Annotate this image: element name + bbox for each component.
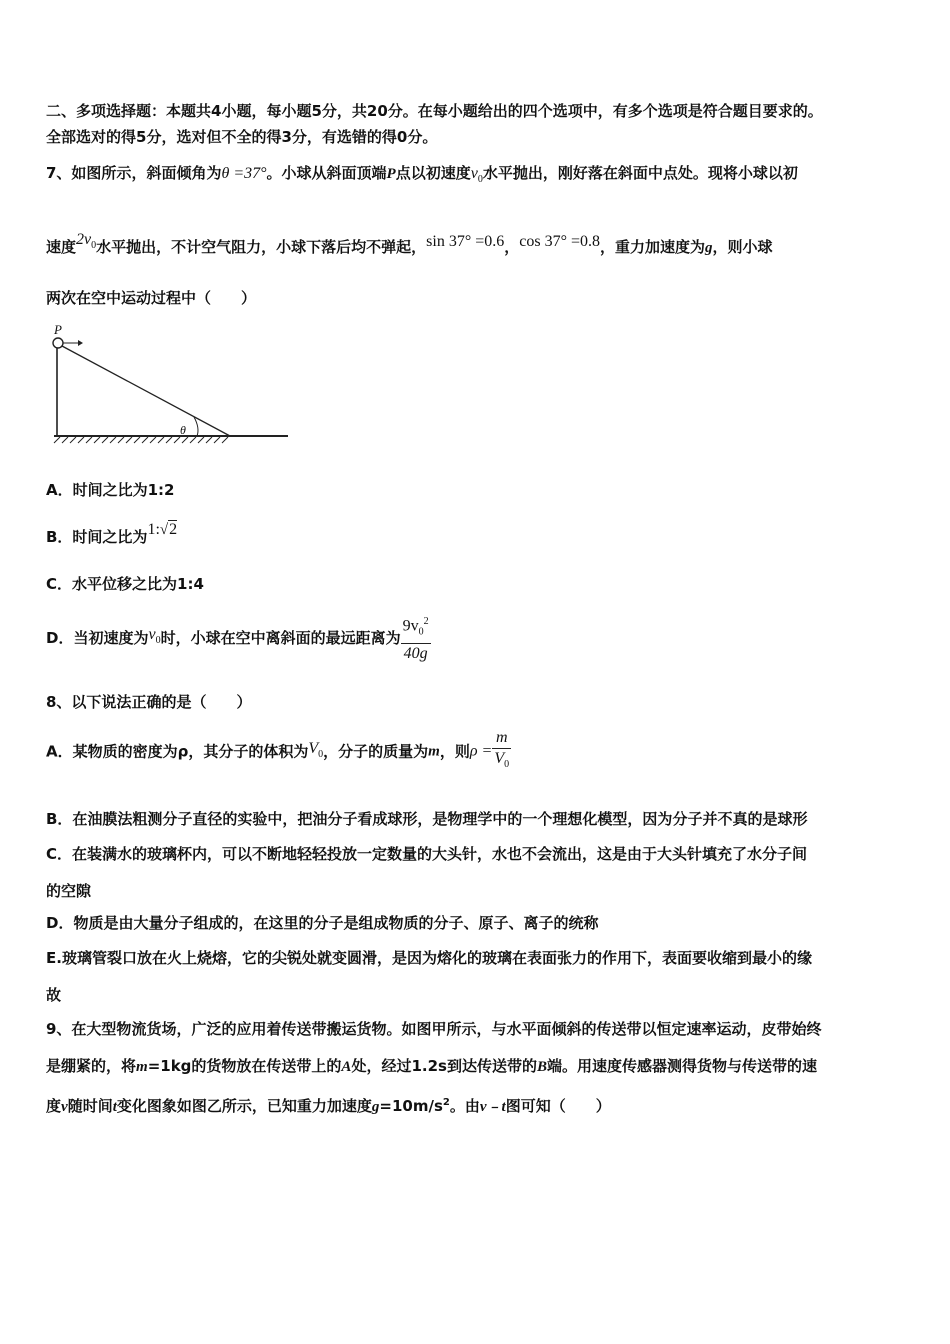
cos-equation: cos 37° =0.8 bbox=[519, 233, 600, 250]
arrow-head bbox=[78, 340, 83, 346]
ground-hatching bbox=[54, 437, 228, 443]
q8-option-e-line1: E.玻璃管裂口放在火上烧熔，它的尖锐处就变圆滑，是因为熔化的玻璃在表面张力的作用下，表面要收缩到最小的缘 bbox=[46, 949, 812, 967]
q8-option-d: D．物质是由大量分子组成的，在这里的分子是组成物质的分子、原子、离子的统称 bbox=[46, 914, 599, 932]
q8-option-a: A．某物质的密度为ρ，其分子的体积为$V_0$，分子的质量为m，则ρ = $\frac{m}{V_0}$ bbox=[46, 728, 511, 775]
q7-option-d: D．当初速度为$v_0$时，小球在空中离斜面的最远距离为 $\frac{9v_0^2}{40g}$ bbox=[46, 612, 431, 664]
section-header-line1: 二、多项选择题：本题共4小题，每小题5分，共20分。在每小题给出的四个选项中，有多个选项是符合题目要求的。 bbox=[46, 102, 823, 120]
section-header-line2: 全部选对的得5分，选对但不全的得3分，有选错的得0分。 bbox=[46, 128, 438, 146]
incline-figure bbox=[44, 322, 292, 444]
q9-stem-line3: 度v随时间t变化图象如图乙所示，已知重力加速度$g=10m/s^2$。由v﹣t图可知（ ） bbox=[46, 1097, 611, 1115]
angle-arc bbox=[194, 417, 198, 436]
q8-stem: 8、以下说法正确的是（ ） bbox=[46, 693, 252, 711]
q7-stem-line3: 两次在空中运动过程中（ ） bbox=[46, 289, 257, 307]
q9-stem-line1: 9、在大型物流货场，广泛的应用着传送带搬运货物。如图甲所示，与水平面倾斜的传送带以恒定速率运动，皮带始终 bbox=[46, 1020, 822, 1038]
ball bbox=[53, 338, 63, 348]
q7-option-c: C．水平位移之比为1:4 bbox=[46, 575, 204, 593]
q8-option-b: B．在油膜法粗测分子直径的实验中，把油分子看成球形，是物理学中的一个理想化模型，因为分子并不真的是球形 bbox=[46, 810, 808, 828]
theta-equation: θ =37° bbox=[221, 165, 267, 182]
q8-option-c-line1: C．在装满水的玻璃杯内，可以不断地轻轻投放一定数量的大头针，水也不会流出，这是由于大头针填充了水分子间 bbox=[46, 845, 808, 863]
q7-option-b: B．时间之比为1:√2 bbox=[46, 521, 178, 546]
sin-equation: sin 37° =0.6 bbox=[426, 233, 505, 250]
q7-stem-line1: 7、如图所示，斜面倾角为θ =37°。小球从斜面顶端P点以初速度$v_0$水平抛出，刚好落在斜面中点处。现将小球以初 bbox=[46, 164, 798, 186]
max-distance-fraction: $\frac{9v_0^2}{40g}$ bbox=[401, 612, 431, 664]
density-fraction: $\frac{m}{V_0}$ bbox=[494, 729, 510, 771]
incline-line bbox=[62, 346, 230, 436]
point-p-label: P bbox=[54, 322, 62, 337]
q7-stem-line2: 速度$2v_0$水平抛出，不计空气阻力，小球下落后均不弹起，sin 37° =0.6，cos 37° =0.8，重力加速度为g，则小球 bbox=[46, 231, 773, 256]
q8-option-e-line2: 故 bbox=[46, 986, 62, 1004]
theta-label: θ bbox=[180, 423, 186, 437]
q7-option-a: A．时间之比为1:2 bbox=[46, 481, 175, 499]
q9-stem-line2: 是绷紧的，将m=1kg的货物放在传送带上的A处，经过1.2s到达传送带的B端。用速度传感器测得货物与传送带的速 bbox=[46, 1057, 817, 1075]
q8-option-c-line2: 的空隙 bbox=[46, 882, 92, 900]
